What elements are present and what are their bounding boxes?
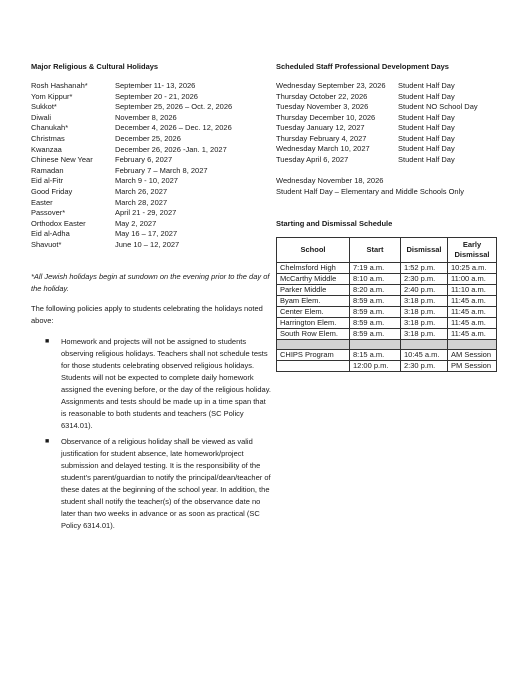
holiday-name: Eid al-Adha <box>31 229 70 239</box>
table-cell: McCarthy Middle <box>277 274 350 285</box>
staff-pd-date: Tuesday November 3, 2026 <box>276 102 369 111</box>
holiday-name: Eid al-Fitr <box>31 176 64 186</box>
table-cell: 11:10 a.m. <box>448 285 497 296</box>
table-cell: 11:00 a.m. <box>448 274 497 285</box>
table-row <box>277 350 497 361</box>
holiday-row <box>31 102 261 113</box>
table-cell: 7:19 a.m. <box>350 263 401 274</box>
table-cell: 8:59 a.m. <box>350 296 401 307</box>
holiday-date: February 7 – March 8, 2027 <box>115 165 208 175</box>
table-cell: 3:18 p.m. <box>401 307 448 318</box>
policy-list <box>31 336 271 536</box>
table-cell: AM Session <box>448 350 497 361</box>
table-cell: Harrington Elem. <box>277 318 350 329</box>
table-row <box>277 285 497 296</box>
staff-pd-type: Student Half Day <box>398 123 455 132</box>
table-cell: 2:30 p.m. <box>401 361 448 372</box>
schedule-table <box>276 237 497 372</box>
table-cell: Chelmsford High <box>277 263 350 274</box>
staff-pd-date: Tuesday April 6, 2027 <box>276 154 349 164</box>
table-cell: 11:45 a.m. <box>448 318 497 329</box>
table-cell-empty <box>401 340 448 350</box>
holiday-row <box>31 155 261 166</box>
staff-pd-row <box>276 81 506 92</box>
holiday-row <box>31 166 261 177</box>
table-cell: 11:45 a.m. <box>448 307 497 318</box>
table-cell: CHIPS Program <box>277 350 350 361</box>
holiday-name: Sukkot* <box>31 102 57 112</box>
holiday-name: Christmas <box>31 133 65 143</box>
staff-pd-date: Thursday December 10, 2026 <box>276 112 376 122</box>
table-cell: 8:15 a.m. <box>350 350 401 361</box>
holiday-date: May 2, 2027 <box>115 218 157 228</box>
table-cell: Center Elem. <box>277 307 350 318</box>
holiday-row <box>31 92 261 103</box>
holiday-row <box>31 219 261 230</box>
table-cell: 8:59 a.m. <box>350 307 401 318</box>
holiday-date: February 6, 2027 <box>115 155 173 165</box>
table-row <box>277 329 497 340</box>
table-cell: 3:18 p.m. <box>401 318 448 329</box>
staff-pd-type: Student Half Day <box>398 133 455 143</box>
holiday-row <box>31 81 261 92</box>
schedule-heading: Starting and Dismissal Schedule <box>276 219 393 228</box>
staff-pd-row <box>276 123 506 134</box>
holiday-date: June 10 – 12, 2027 <box>115 239 180 249</box>
staff-pd-date: Tuesday January 12, 2027 <box>276 123 365 132</box>
staff-pd-row <box>276 113 506 124</box>
table-row <box>277 318 497 329</box>
holiday-date: May 16 – 17, 2027 <box>115 229 178 239</box>
staff-pd-heading: Scheduled Staff Professional Development Days <box>276 62 449 71</box>
column-header: Start <box>350 238 401 263</box>
staff-pd-row <box>276 155 506 166</box>
staff-pd-extra <box>276 176 506 197</box>
holiday-date: December 26, 2026 -Jan. 1, 2027 <box>115 144 227 154</box>
table-separator-row <box>277 340 497 350</box>
staff-pd-row <box>276 92 506 103</box>
holiday-row <box>31 198 261 209</box>
table-cell: 10:25 a.m. <box>448 263 497 274</box>
column-header: Dismissal <box>401 238 448 263</box>
holiday-row <box>31 208 261 219</box>
staff-pd-type: Student NO School Day <box>398 102 478 111</box>
table-row <box>277 263 497 274</box>
holiday-date: September 11- 13, 2026 <box>115 81 196 90</box>
table-cell: Parker Middle <box>277 285 350 296</box>
holiday-row <box>31 187 261 198</box>
staff-pd-type: Student Half Day <box>398 144 455 153</box>
schedule-header-row <box>277 238 497 263</box>
holidays-heading: Major Religious & Cultural Holidays <box>31 62 159 71</box>
table-cell: 11:45 a.m. <box>448 329 497 340</box>
staff-pd-row <box>276 102 506 113</box>
holiday-date: December 4, 2026 – Dec. 12, 2026 <box>115 123 232 133</box>
bullet-icon: ■ <box>45 438 50 445</box>
holiday-date: December 25, 2026 <box>115 133 181 143</box>
policy-item <box>31 336 271 432</box>
table-cell: Byam Elem. <box>277 296 350 307</box>
holiday-row <box>31 229 261 240</box>
holiday-name: Easter <box>31 197 53 207</box>
table-row <box>277 307 497 318</box>
staff-pd-extra-date: Wednesday November 18, 2026 <box>276 176 384 185</box>
staff-pd-date: Wednesday March 10, 2027 <box>276 144 370 153</box>
policy-item <box>31 436 271 532</box>
table-cell: 8:20 a.m. <box>350 285 401 296</box>
column-header: School <box>277 238 350 263</box>
staff-pd-type: Student Half Day <box>398 81 455 90</box>
policy-intro: The following policies apply to students celebrating the holidays noted above: <box>31 304 263 325</box>
staff-pd-date: Thursday February 4, 2027 <box>276 133 367 143</box>
policy-text: Homework and projects will not be assigned to students observing religious holidays. Teachers shall not schedule tests for those students celebrating observed religious holidays. Students will not be expected to complete daily homework assigned the evening before, or the day of the religious holiday. Assignments and tests should be made up in a time span that is reasonable to both students and teachers (SC Policy 6314.01). <box>61 337 271 430</box>
holiday-name: Chanukah* <box>31 123 69 133</box>
table-row <box>277 274 497 285</box>
staff-pd-type: Student Half Day <box>398 154 455 164</box>
table-cell-empty <box>277 340 350 350</box>
holiday-date: March 26, 2027 <box>115 186 168 196</box>
table-cell: 8:10 a.m. <box>350 274 401 285</box>
holiday-name: Yom Kippur* <box>31 91 73 101</box>
holiday-list <box>31 81 261 251</box>
holiday-row <box>31 123 261 134</box>
table-cell <box>277 361 350 372</box>
table-row <box>277 361 497 372</box>
holiday-name: Ramadan <box>31 165 64 175</box>
staff-pd-row <box>276 134 506 145</box>
staff-pd-row <box>276 144 506 155</box>
holiday-name: Orthodox Easter <box>31 218 86 228</box>
holiday-footnote: *All Jewish holidays begin at sundown on the evening prior to the day of the holiday. <box>31 272 270 293</box>
staff-pd-extra-note: Student Half Day – Elementary and Middle Schools Only <box>276 186 465 196</box>
holiday-date: September 20 - 21, 2026 <box>115 91 198 101</box>
bullet-icon: ■ <box>45 338 50 345</box>
holiday-name: Good Friday <box>31 186 73 196</box>
table-cell: 12:00 p.m. <box>350 361 401 372</box>
holiday-row <box>31 240 261 251</box>
table-cell: 11:45 a.m. <box>448 296 497 307</box>
holiday-date: April 21 - 29, 2027 <box>115 208 177 218</box>
table-cell: South Row Elem. <box>277 329 350 340</box>
holiday-row <box>31 113 261 124</box>
holiday-row <box>31 145 261 156</box>
holiday-name: Shavuot* <box>31 239 62 249</box>
policy-text: Observance of a religious holiday shall be viewed as valid justification for student absence, late homework/project submission and delayed testing. It is the responsibility of the student’s parent/guardian to notify the principal/dean/teacher of these dates at the beginning of the school year. In addition, the student shall notify the teacher(s) of the observance date no later than two weeks in advance or as soon as practical (SC Policy 6314.01). <box>61 437 271 530</box>
table-cell: 2:40 p.m. <box>401 285 448 296</box>
staff-pd-type: Student Half Day <box>398 112 455 122</box>
table-cell: 3:18 p.m. <box>401 329 448 340</box>
holiday-row <box>31 134 261 145</box>
table-cell-empty <box>350 340 401 350</box>
table-cell: 8:59 a.m. <box>350 318 401 329</box>
holiday-row <box>31 176 261 187</box>
table-cell: 3:18 p.m. <box>401 296 448 307</box>
holiday-name: Rosh Hashanah* <box>31 81 88 90</box>
table-cell: PM Session <box>448 361 497 372</box>
table-cell: 2:30 p.m. <box>401 274 448 285</box>
holiday-date: March 9 - 10, 2027 <box>115 176 178 186</box>
column-header: Early Dismissal <box>448 238 497 263</box>
holiday-date: September 25, 2026 – Oct. 2, 2026 <box>115 102 233 112</box>
staff-pd-date: Thursday October 22, 2026 <box>276 91 368 101</box>
holiday-date: March 28, 2027 <box>115 197 168 207</box>
staff-pd-list <box>276 81 506 165</box>
table-row <box>277 296 497 307</box>
table-cell: 10:45 a.m. <box>401 350 448 361</box>
table-cell: 8:59 a.m. <box>350 329 401 340</box>
holiday-name: Passover* <box>31 208 66 218</box>
holiday-name: Diwali <box>31 112 52 122</box>
table-cell-empty <box>448 340 497 350</box>
staff-pd-date: Wednesday September 23, 2026 <box>276 81 386 90</box>
staff-pd-type: Student Half Day <box>398 91 455 101</box>
holiday-name: Chinese New Year <box>31 155 93 165</box>
schedule-body <box>277 263 497 372</box>
holiday-name: Kwanzaa <box>31 144 62 154</box>
holiday-date: November 8, 2026 <box>115 112 177 122</box>
table-cell: 1:52 p.m. <box>401 263 448 274</box>
